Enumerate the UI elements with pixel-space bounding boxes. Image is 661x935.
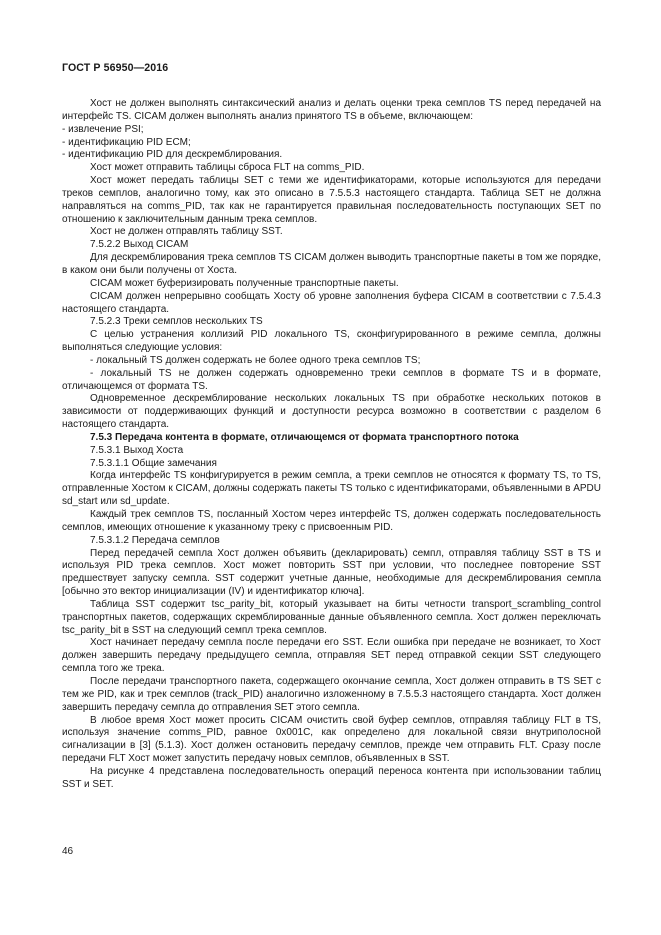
paragraph: Хост начинает передачу семпла после передачи его SST. Если ошибка при передаче не возникает, то Хост должен завершить передачу предыдущего семпла, отправляя SET перед отправкой секции SST следующего семпла того же трека. <box>62 637 601 675</box>
paragraph: 7.5.2.3 Треки семплов нескольких TS <box>90 316 263 328</box>
paragraph: 7.5.3.1 Выход Хоста <box>90 444 184 456</box>
paragraph: После передачи транспортного пакета, содержащего окончание семпла, Хост должен отправить в TS SET с тем же PID, как и трек семплов (track_PID) аналогично изложенному в 7.5.5.3 настоящего стандарта. Хост должен завершить передачу семпла до отправления SET этого семпла. <box>62 675 601 713</box>
paragraph: На рисунке 4 представлена последовательность операций переноса контента при использовании таблиц SST и SET. <box>62 765 601 790</box>
paragraph: - идентификацию PID для дескремблирования. <box>62 149 283 161</box>
paragraph: - извлечение PSI; <box>62 123 144 135</box>
paragraph: CICAM может буферизировать полученные транспортные пакеты. <box>90 277 399 289</box>
paragraph: Хост не должен выполнять синтаксический анализ и делать оценки трека семплов TS перед передачей на интерфейс TS. CICAM должен выполнять анализ принятого TS в объеме, включающем: <box>62 98 601 122</box>
paragraph: CICAM должен непрерывно сообщать Хосту об уровне заполнения буфера CICAM в соответствии с 7.5.4.3 настоящего стандарта. <box>62 290 601 315</box>
document-body <box>62 98 601 792</box>
paragraph: Хост может передать таблицы SET с теми же идентификаторами, которые используются для передачи треков семплов, аналогично тому, как это описано в 7.5.5.3 настоящего стандарта. Таблица SET не должна направляться на comms_PID, так как не гарантируется правильная последовательность поступающих SET по отношению к заключительным данным трека семплов. <box>62 175 601 225</box>
paragraph: 7.5.2.2 Выход CICAM <box>90 239 189 251</box>
paragraph: Когда интерфейс TS конфигурируется в режим семпла, а треки семплов не относятся к формату TS, то TS, отправленные Хостом к CICAM, должны содержать пакеты TS только с идентификаторами, объявленными в APDU sd_start или sd_update. <box>62 470 601 508</box>
page-number: 46 <box>62 846 74 857</box>
paragraph: В любое время Хост может просить CICAM очистить свой буфер семплов, отправляя таблицу FLT в TS, используя значение comms_PID, равное 0x001C, как определено для локальной связи внутриполосной сигнализации в [3] (5.1.3). Хост должен остановить передачу семплов, прежде чем отправить FLT. Сразу после передачи FLT Хост может запустить передачу новых семплов, объявленных в SST. <box>62 714 601 765</box>
paragraph: Таблица SST содержит tsc_parity_bit, который указывает на биты четности transport_scrambling_control транспортных пакетов, содержащих скремблированные данные объявленного семпла. Хост должен переключать tsc_parity_bit в SST на следующий семпл трека семплов. <box>62 598 601 636</box>
paragraph: С целью устранения коллизий PID локального TS, сконфигурированного в режиме семпла, должны выполняться следующие условия: <box>62 329 601 354</box>
paragraph: - локальный TS не должен содержать одновременно треки семплов в формате TS и в формате, отличающемся от формата TS. <box>62 367 601 392</box>
section-heading: 7.5.3 Передача контента в формате, отличающемся от формата транспортного потока <box>90 431 519 443</box>
paragraph: Одновременное дескремблирование нескольких локальных TS при обработке нескольких потоков в зависимости от поддерживающих функций и доступности ресурса возможно в соответствии с разделом 6 настоящего стандарта. <box>62 393 601 431</box>
paragraph: - локальный TS должен содержать не более одного трека семплов TS; <box>90 354 421 366</box>
paragraph: - идентификацию PID ECM; <box>62 136 191 148</box>
paragraph: Для дескремблирования трека семплов TS CICAM должен выводить транспортные пакеты в том же порядке, в каком они были получены от Хоста. <box>62 252 601 276</box>
document-header: ГОСТ Р 56950—2016 <box>62 62 169 74</box>
paragraph: Перед передачей семпла Хост должен объявить (декларировать) семпл, отправляя таблицу SST в TS и используя PID трека семплов. Хост может повторить SST при условии, что последнее повторение SST предшествует запуску семпла. SST содержит учетные данные, необходимые для дескремблирования семпла [обычно это вектор инициализации (IV) и идентификатор ключа]. <box>62 547 601 598</box>
paragraph: 7.5.3.1.2 Передача семплов <box>90 534 220 546</box>
paragraph: Хост может отправить таблицы сброса FLT на comms_PID. <box>90 162 365 174</box>
paragraph: Каждый трек семплов TS, посланный Хостом через интерфейс TS, должен содержать последовательность семплов, имеющих отношение к указанному треку с присвоенным PID. <box>62 509 601 533</box>
paragraph: 7.5.3.1.1 Общие замечания <box>90 457 217 469</box>
paragraph: Хост не должен отправлять таблицу SST. <box>90 226 283 238</box>
